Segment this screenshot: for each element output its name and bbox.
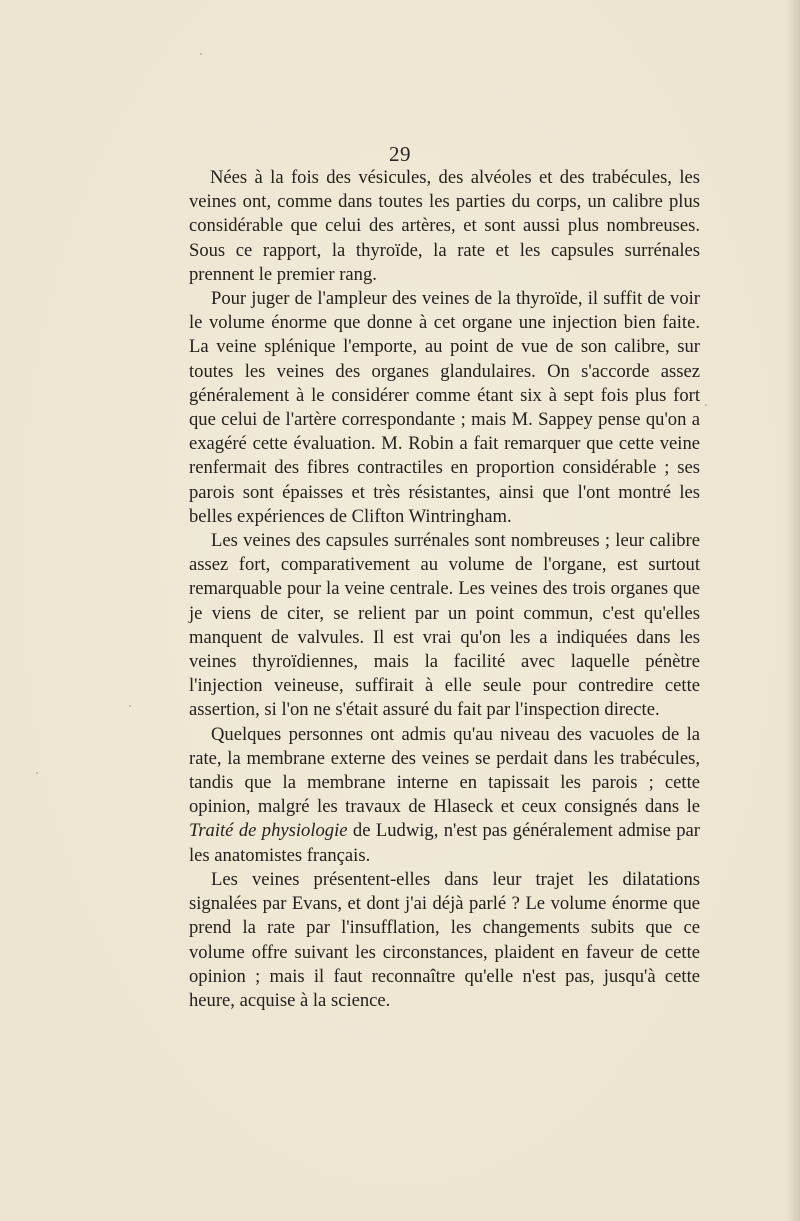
paragraph-5: Les veines présentent-elles dans leur trajet les dilatations signalées par Evans, et dont j'ai déjà parlé ? Le volume énorme que prend la rate par l'insufflation, les changements subits que ce volume offre suivant les circonstances, plaident en faveur de cette opinion ; mais il faut reconnaître qu'elle n'est pas, jusqu'à cette heure, acquise à la science. — [189, 868, 700, 1011]
book-title-italic: Traité de physiologie — [189, 820, 348, 842]
paragraph-4-text-start: Quelques personnes ont admis qu'au niveau des vacuoles de la rate, la membrane externe des veines se perdait dans les trabécules, tandis que la membrane interne en tapissait les parois ; cette opinion, malgré les travaux de Hlaseck et ceux consignés dans le — [189, 723, 700, 818]
page-edge-shadow — [786, 0, 800, 1221]
page-number: 29 — [389, 142, 411, 166]
paper-speck — [129, 705, 131, 707]
paragraph-2: Pour juger de l'ampleur des veines de la thyroïde, il suffit de voir le volume énorme que donne à cet organe une injection bien faite. La veine splénique l'emporte, au point de vue de son calibre, sur toutes les veines des organes glandulaires. On s'accorde assez généralement à le considérer comme étant six à sept fois plus fort que celui de l'artère correspondante ; mais M. Sappey pense qu'on a exagéré cette évaluation. M. Robin a fait remarquer que cette veine renfermait des fibres contractiles en proportion considérable ; ses parois sont épaisses et très résistantes, ainsi que l'ont montré les belles expériences de Clifton Wintringham. — [189, 288, 700, 527]
paragraph-4 — [189, 723, 700, 868]
paragraph-3: Les veines des capsules surrénales sont nombreuses ; leur calibre assez fort, comparativement au volume de l'organe, est surtout remarquable pour la veine centrale. Les veines des trois organes que je viens de citer, se relient par un point commun, c'est qu'elles manquent de valvules. Il est vrai qu'on les a indiquées dans les veines thyroïdiennes, mais la facilité avec laquelle pénètre l'injection veineuse, suffirait à elle seule pour contredire cette assertion, si l'on ne s'était assuré du fait par l'inspection directe. — [189, 530, 700, 721]
paragraph-1: Nées à la fois des vésicules, des alvéoles et des trabécules, les veines ont, comme dans toutes les parties du corps, un calibre plus considérable que celui des artères, et sont aussi plus nombreuses. Sous ce rapport, la thyroïde, la rate et les capsules surrénales prennent le premier rang. — [189, 167, 700, 285]
body-text — [189, 166, 700, 1013]
paragraph-4-text-end: de Ludwig, n'est pas généralement admise par les anatomistes français. — [189, 820, 700, 866]
paper-speck — [200, 53, 202, 55]
paper-speck — [705, 404, 707, 406]
paper-speck — [36, 772, 38, 774]
